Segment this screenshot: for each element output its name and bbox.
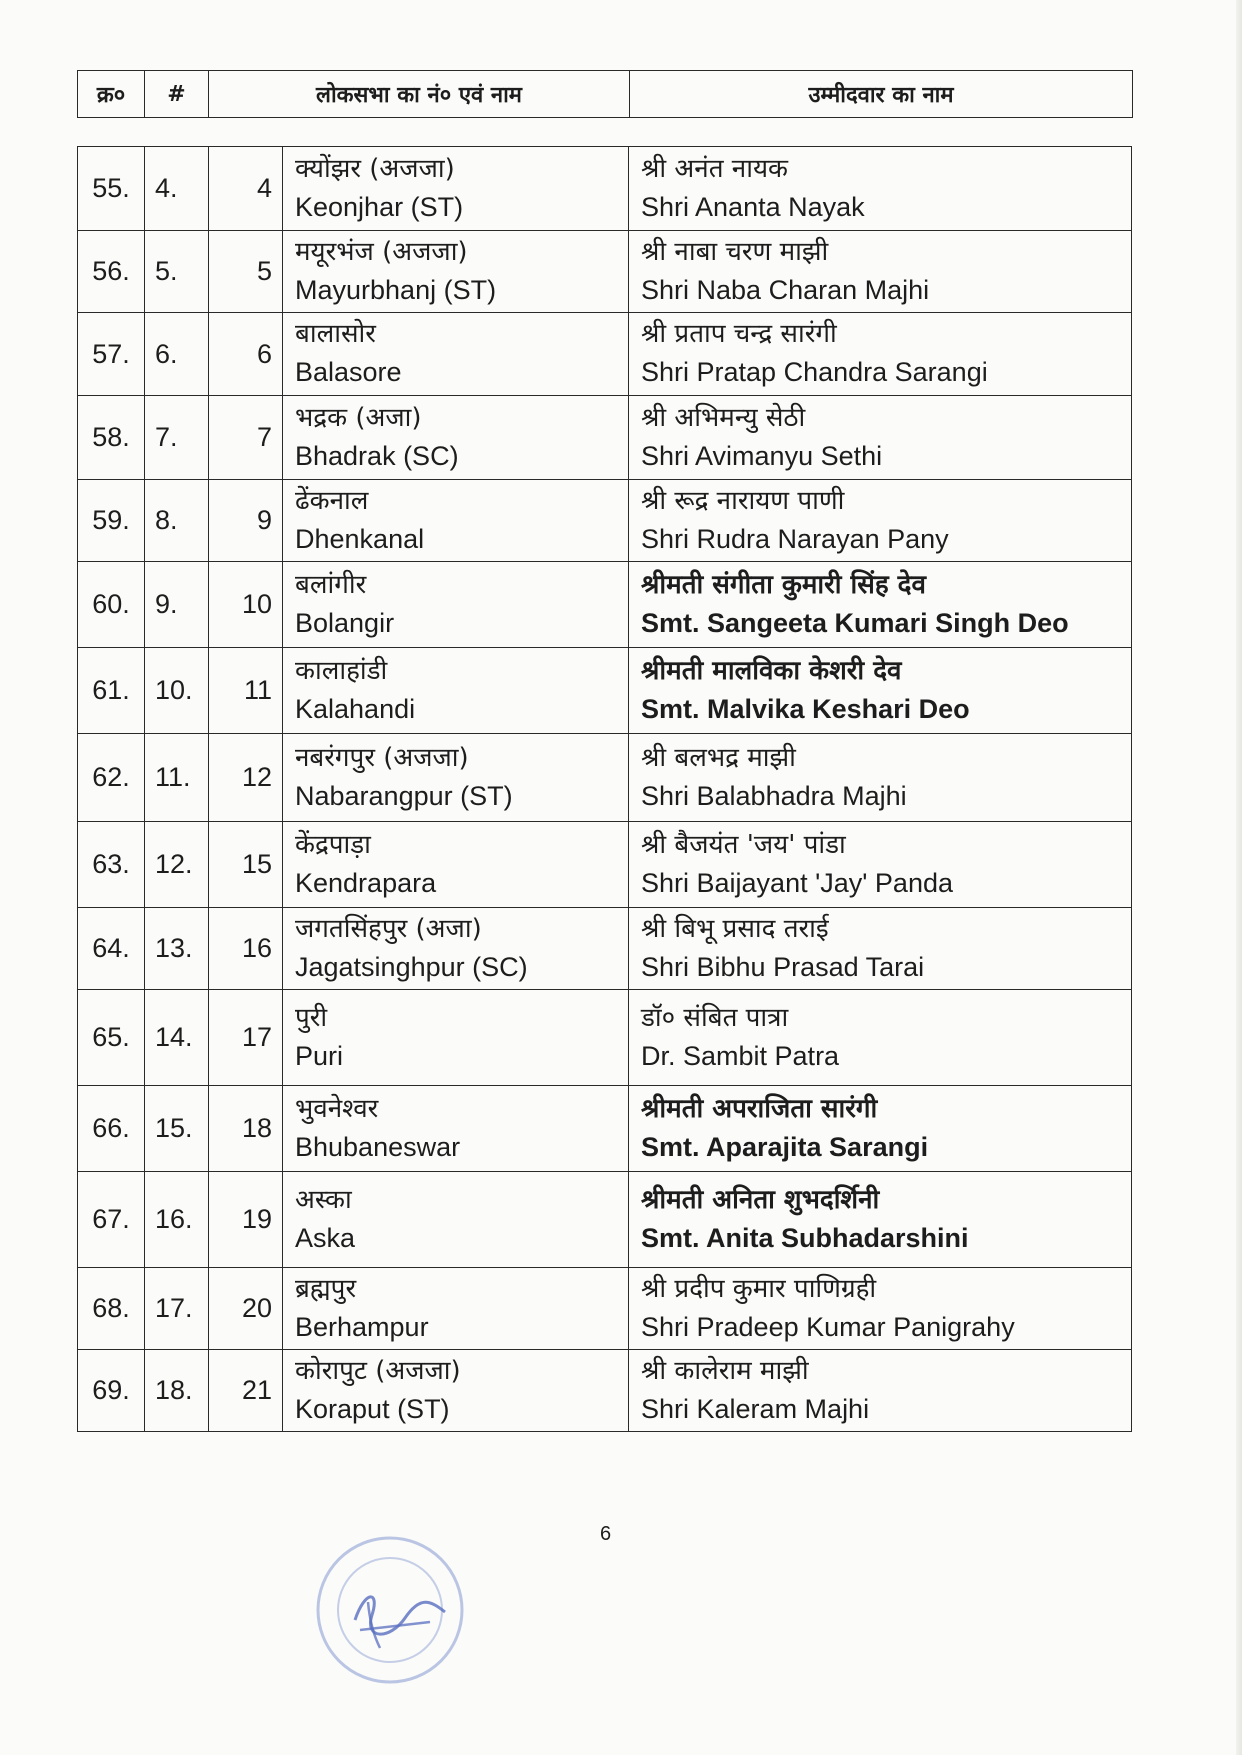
candidate-name-hindi: डॉ० संबित पात्रा — [641, 1002, 789, 1033]
candidate-cell — [629, 734, 1132, 822]
number-cell: 14. — [145, 990, 209, 1086]
table-row — [78, 313, 1132, 396]
table-row — [78, 1268, 1132, 1350]
constituency-cell — [283, 313, 629, 396]
pc-number-cell: 20 — [209, 1268, 283, 1350]
number-cell: 8. — [145, 480, 209, 562]
pc-number-cell: 10 — [209, 562, 283, 648]
candidate-cell — [629, 1350, 1132, 1432]
table-row — [78, 1172, 1132, 1268]
constituency-name-english: Balasore — [295, 357, 402, 387]
constituency-name-hindi: मयूरभंज (अजजा) — [295, 236, 468, 267]
candidate-name-hindi: श्रीमती अनिता शुभदर्शिनी — [641, 1184, 880, 1215]
constituency-cell — [283, 1268, 629, 1350]
serial-cell: 60. — [78, 562, 145, 648]
constituency-cell — [283, 396, 629, 480]
constituency-name-hindi: बालासोर — [295, 319, 376, 349]
constituency-name-hindi: अस्का — [295, 1184, 352, 1215]
pc-number-cell: 21 — [209, 1350, 283, 1432]
candidate-table — [77, 146, 1132, 1432]
number-cell: 18. — [145, 1350, 209, 1432]
pc-number-cell: 11 — [209, 648, 283, 734]
candidate-cell — [629, 908, 1132, 990]
number-cell: 5. — [145, 231, 209, 313]
candidate-name-english: Shri Rudra Narayan Pany — [641, 523, 949, 554]
serial-cell: 69. — [78, 1350, 145, 1432]
serial-cell: 55. — [78, 147, 145, 231]
candidate-name-hindi: श्री रूद्र नारायण पाणी — [641, 485, 845, 516]
table-row — [78, 396, 1132, 480]
constituency-name-english: Puri — [295, 1040, 344, 1071]
constituency-cell — [283, 147, 629, 231]
candidate-name-english: Smt. Aparajita Sarangi — [641, 1131, 929, 1162]
constituency-cell — [283, 1172, 629, 1268]
serial-cell: 67. — [78, 1172, 145, 1268]
constituency-name-hindi: कोरापुट (अजजा) — [295, 1355, 461, 1386]
candidate-cell — [629, 822, 1132, 908]
number-cell: 16. — [145, 1172, 209, 1268]
candidate-cell — [629, 648, 1132, 734]
table-row — [78, 648, 1132, 734]
pc-number-cell: 4 — [209, 147, 283, 231]
candidate-name-hindi: श्री प्रदीप कुमार पाणिग्रही — [641, 1273, 877, 1304]
candidate-name-english: Shri Ananta Nayak — [641, 191, 865, 222]
number-cell: 4. — [145, 147, 209, 231]
table-row — [78, 231, 1132, 313]
candidate-name-hindi: श्रीमती अपराजिता सारंगी — [641, 1093, 878, 1124]
constituency-cell — [283, 1350, 629, 1432]
number-cell: 10. — [145, 648, 209, 734]
candidate-name-english: Shri Avimanyu Sethi — [641, 440, 883, 471]
number-cell: 6. — [145, 313, 209, 396]
constituency-name-english: Bhubaneswar — [295, 1131, 461, 1162]
constituency-cell — [283, 1086, 629, 1172]
candidate-cell — [629, 990, 1132, 1086]
candidate-name-english: Smt. Anita Subhadarshini — [641, 1222, 969, 1253]
candidate-cell — [629, 396, 1132, 480]
constituency-name-hindi: भुवनेश्वर — [295, 1093, 379, 1124]
pc-number-cell: 12 — [209, 734, 283, 822]
serial-cell: 64. — [78, 908, 145, 990]
pc-number-cell: 16 — [209, 908, 283, 990]
candidate-name-english: Shri Balabhadra Majhi — [641, 780, 907, 811]
candidate-table-body — [78, 147, 1132, 1432]
candidate-name-english: Shri Naba Charan Majhi — [641, 274, 930, 305]
constituency-name-english: Bhadrak (SC) — [295, 440, 459, 471]
header-serial: क्र० — [78, 71, 145, 118]
candidate-name-english: Shri Baijayant 'Jay' Panda — [641, 867, 953, 898]
constituency-cell — [283, 734, 629, 822]
candidate-name-english: Smt. Sangeeta Kumari Singh Deo — [641, 607, 1069, 638]
candidate-name-hindi: श्री कालेराम माझी — [641, 1355, 809, 1386]
constituency-cell — [283, 231, 629, 313]
serial-cell: 57. — [78, 313, 145, 396]
candidate-cell — [629, 1086, 1132, 1172]
pc-number-cell: 6 — [209, 313, 283, 396]
header-number: # — [145, 71, 209, 118]
candidate-cell — [629, 1172, 1132, 1268]
constituency-name-hindi: बलांगीर — [295, 569, 367, 600]
constituency-cell — [283, 908, 629, 990]
pc-number-cell: 5 — [209, 231, 283, 313]
serial-cell: 61. — [78, 648, 145, 734]
constituency-name-hindi: भद्रक (अजा) — [295, 402, 422, 433]
constituency-name-english: Koraput (ST) — [295, 1393, 450, 1424]
candidate-cell — [629, 313, 1132, 396]
serial-cell: 59. — [78, 480, 145, 562]
table-row — [78, 1350, 1132, 1432]
candidate-name-hindi: श्री बिभू प्रसाद तराई — [641, 913, 829, 944]
constituency-name-english: Jagatsinghpur (SC) — [295, 951, 528, 982]
party-office-seal-icon — [310, 1530, 470, 1690]
serial-cell: 56. — [78, 231, 145, 313]
number-cell: 7. — [145, 396, 209, 480]
pc-number-cell: 7 — [209, 396, 283, 480]
constituency-cell — [283, 480, 629, 562]
header-constituency: लोकसभा का नं० एवं नाम — [209, 71, 630, 118]
pc-number-cell: 18 — [209, 1086, 283, 1172]
constituency-name-hindi: ब्रह्मपुर — [295, 1273, 357, 1304]
serial-cell: 63. — [78, 822, 145, 908]
page-edge — [1236, 0, 1242, 1755]
number-cell: 13. — [145, 908, 209, 990]
header-candidate: उम्मीदवार का नाम — [630, 71, 1133, 118]
table-row — [78, 147, 1132, 231]
candidate-name-hindi: श्री बलभद्र माझी — [641, 742, 796, 773]
constituency-name-hindi: जगतसिंहपुर (अजा) — [295, 913, 482, 944]
constituency-name-english: Keonjhar (ST) — [295, 191, 464, 222]
page-number: 6 — [600, 1523, 612, 1545]
candidate-cell — [629, 1268, 1132, 1350]
number-cell: 12. — [145, 822, 209, 908]
candidate-cell — [629, 480, 1132, 562]
serial-cell: 66. — [78, 1086, 145, 1172]
number-cell: 11. — [145, 734, 209, 822]
table-row — [78, 908, 1132, 990]
constituency-name-hindi: नबरंगपुर (अजजा) — [295, 742, 469, 773]
serial-cell: 68. — [78, 1268, 145, 1350]
table-header — [77, 70, 1133, 118]
constituency-name-english: Nabarangpur (ST) — [295, 780, 513, 811]
constituency-name-hindi: कालाहांडी — [295, 655, 388, 686]
constituency-name-english: Kendrapara — [295, 867, 437, 898]
candidate-name-hindi: श्री अभिमन्यु सेठी — [641, 402, 806, 433]
candidate-name-english: Shri Bibhu Prasad Tarai — [641, 951, 925, 982]
number-cell: 9. — [145, 562, 209, 648]
constituency-name-english: Mayurbhanj (ST) — [295, 274, 497, 305]
pc-number-cell: 17 — [209, 990, 283, 1086]
serial-cell: 58. — [78, 396, 145, 480]
constituency-cell — [283, 990, 629, 1086]
candidate-name-english: Dr. Sambit Patra — [641, 1040, 840, 1071]
constituency-name-english: Aska — [295, 1222, 356, 1253]
pc-number-cell: 19 — [209, 1172, 283, 1268]
number-cell: 15. — [145, 1086, 209, 1172]
constituency-cell — [283, 562, 629, 648]
candidate-name-hindi: श्री नाबा चरण माझी — [641, 236, 829, 267]
table-row — [78, 822, 1132, 908]
header-row — [78, 71, 1133, 118]
constituency-cell — [283, 822, 629, 908]
table-row — [78, 480, 1132, 562]
pc-number-cell: 15 — [209, 822, 283, 908]
constituency-name-hindi: केंद्रपाड़ा — [295, 829, 371, 860]
candidate-name-english: Shri Pratap Chandra Sarangi — [641, 357, 988, 387]
candidate-cell — [629, 147, 1132, 231]
constituency-name-english: Dhenkanal — [295, 523, 425, 554]
serial-cell: 62. — [78, 734, 145, 822]
constituency-name-hindi: पुरी — [295, 1002, 328, 1033]
serial-cell: 65. — [78, 990, 145, 1086]
candidate-name-hindi: श्रीमती मालविका केशरी देव — [641, 655, 902, 686]
candidate-name-hindi: श्रीमती संगीता कुमारी सिंह देव — [641, 569, 926, 600]
constituency-name-hindi: क्योंझर (अजजा) — [295, 153, 455, 184]
constituency-name-english: Bolangir — [295, 607, 395, 638]
table-row — [78, 562, 1132, 648]
table-row — [78, 1086, 1132, 1172]
candidate-name-hindi: श्री बैजयंत 'जय' पांडा — [641, 829, 846, 860]
constituency-cell — [283, 648, 629, 734]
table-row — [78, 734, 1132, 822]
constituency-name-english: Kalahandi — [295, 693, 416, 724]
candidate-cell — [629, 562, 1132, 648]
constituency-name-english: Berhampur — [295, 1311, 429, 1342]
candidate-cell — [629, 231, 1132, 313]
constituency-name-hindi: ढेंकनाल — [295, 485, 369, 516]
table-row — [78, 990, 1132, 1086]
candidate-name-english: Shri Pradeep Kumar Panigrahy — [641, 1311, 1015, 1342]
candidate-name-english: Smt. Malvika Keshari Deo — [641, 693, 970, 724]
number-cell: 17. — [145, 1268, 209, 1350]
pc-number-cell: 9 — [209, 480, 283, 562]
candidate-name-hindi: श्री प्रताप चन्द्र सारंगी — [641, 319, 837, 349]
candidate-name-hindi: श्री अनंत नायक — [641, 153, 788, 184]
candidate-name-english: Shri Kaleram Majhi — [641, 1393, 870, 1424]
